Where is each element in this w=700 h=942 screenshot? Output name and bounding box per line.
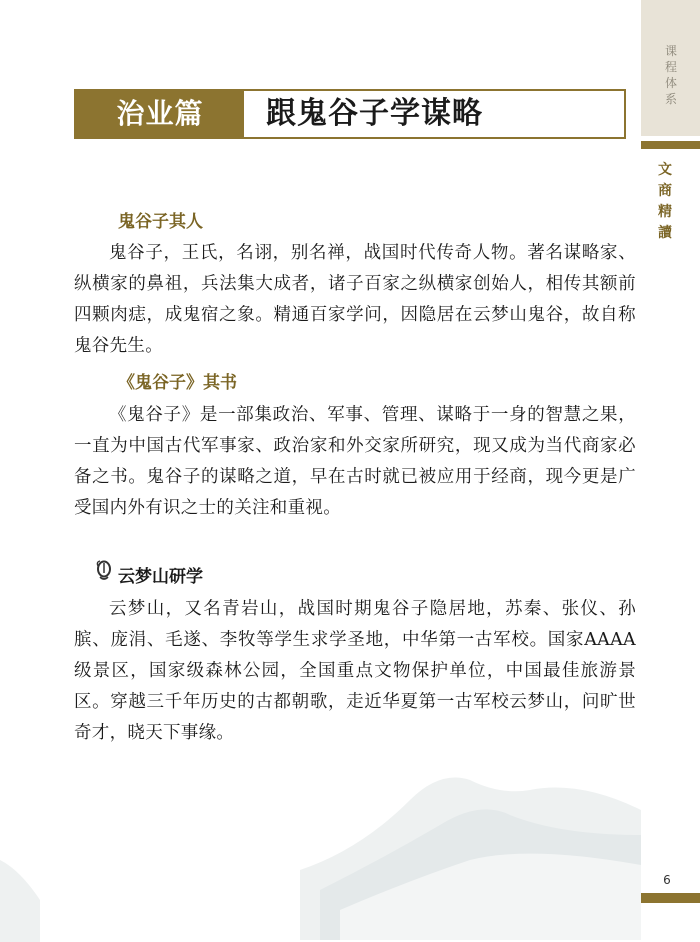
section-paragraph: 鬼谷子，王氏，名诩，别名禅，战国时代传奇人物。著名谋略家、纵横家的鼻祖，兵法集大成者，诸子百家之纵横家创始人，相传其额前四颗肉痣，成鬼宿之象。精通百家学问，因隐居在云梦山鬼谷，故自称鬼谷先生。: [74, 243, 636, 356]
section-paragraph: 云梦山，又名青岩山，战国时期鬼谷子隐居地，苏秦、张仪、孙膑、庞涓、毛遂、李牧等学生求学圣地，中华第一古军校。国家AAAA级景区，国家级森林公园，全国重点文物保护单位，中国最佳旅游景区。穿越三千年历史的古都朝歌，走近华夏第一古军校云梦山，问旷世奇才，晓天下事缘。: [74, 599, 636, 743]
side-tab-course-system-label: 课程体系: [664, 44, 677, 106]
section-heading: 云梦山研学: [118, 567, 203, 587]
section-heading: 《鬼谷子》其书: [118, 373, 237, 393]
mountain-watermark-left: [0, 840, 40, 942]
side-tab-reading-label: 文商精讀: [658, 162, 672, 241]
page-number: 6: [663, 873, 671, 887]
section-heading: 鬼谷子其人: [118, 212, 203, 232]
section-paragraph: 《鬼谷子》是一部集政治、军事、管理、谋略于一身的智慧之果，一直为中国古代军事家、政治家和外交家所研究，现又成为当代商家必备之书。鬼谷子的谋略之道，早在古时就已被应用于经商，现今更是广受国内外有识之士的关注和重视。: [74, 405, 636, 518]
page-title: 跟鬼谷子学谋略: [266, 96, 483, 131]
footer-accent-bar: [641, 893, 700, 903]
title-banner: [74, 89, 626, 139]
side-tab-accent-bar: [641, 141, 700, 149]
bell-icon: [94, 560, 114, 582]
category-label: 治业篇: [76, 91, 244, 137]
side-tab-course-system[interactable]: [641, 0, 700, 136]
mountain-watermark: [300, 740, 641, 940]
